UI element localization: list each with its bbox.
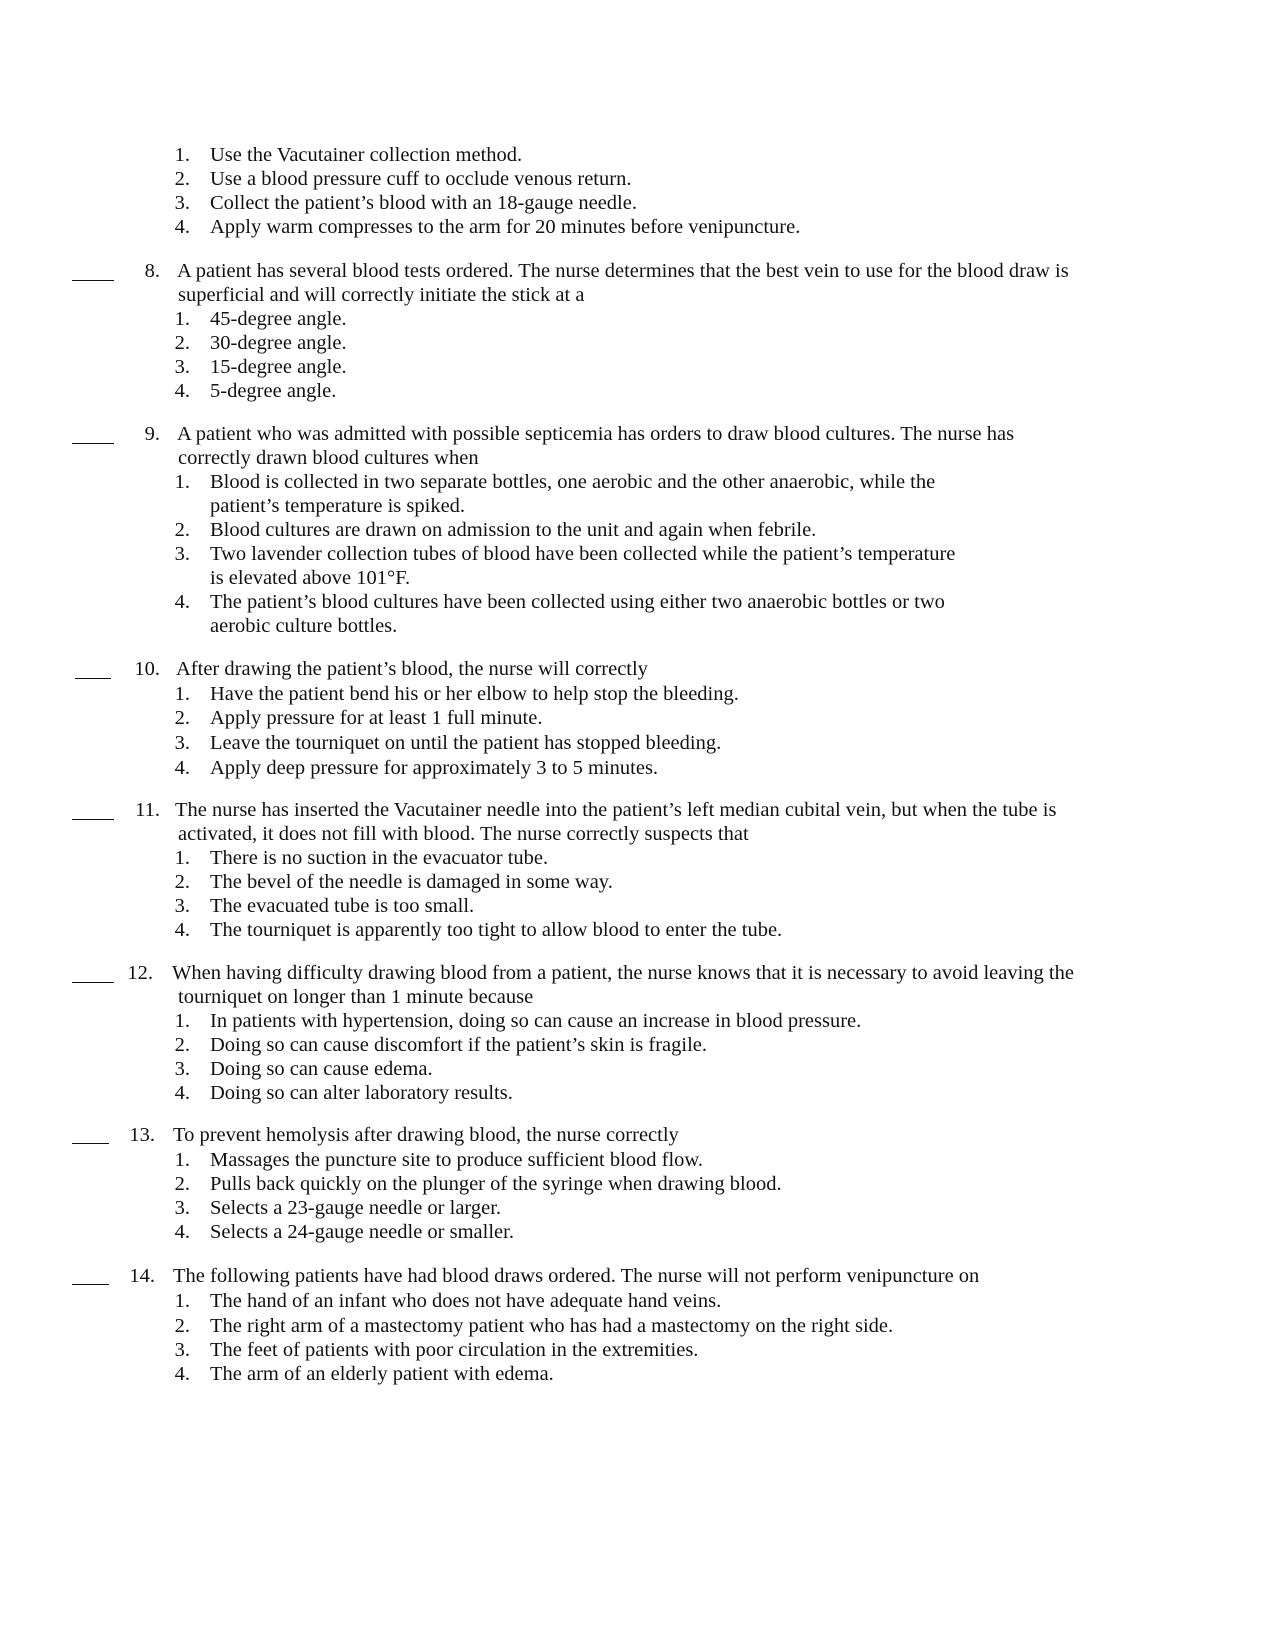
option-text: Blood is collected in two separate bottles, one aerobic and the other anaerobic, while the [210,471,936,493]
option-text: Selects a 24-gauge needle or smaller. [210,1221,514,1243]
option-number: 1. [174,1010,190,1032]
option-number: 4. [174,1363,190,1385]
option-text: Have the patient bend his or her elbow to help stop the bleeding. [210,683,739,705]
option-number: 3. [174,356,190,378]
option-text: Use the Vacutainer collection method. [210,144,523,166]
option-number: 3. [174,1197,190,1219]
question-stem: activated, it does not fill with blood. The nurse correctly suspects that [178,823,749,845]
option-number: 4. [174,380,190,402]
option-number: 4. [174,216,190,238]
question-stem: A patient has several blood tests ordered. The nurse determines that the best vein to use for the blood draw is [177,260,1069,282]
option-number: 1. [174,847,190,869]
question-stem: The nurse has inserted the Vacutainer needle into the patient’s left median cubital vein, but when the tube is [175,799,1057,821]
option-number: 2. [174,332,190,354]
option-text: The evacuated tube is too small. [210,895,475,917]
question-number: 8. [144,260,160,282]
option-text: The feet of patients with poor circulation in the extremities. [210,1339,699,1361]
option-number: 3. [174,1339,190,1361]
question-stem: correctly drawn blood cultures when [178,447,479,469]
option-number: 3. [174,543,190,565]
option-number: 2. [174,871,190,893]
option-text: Pulls back quickly on the plunger of the syringe when drawing blood. [210,1173,782,1195]
option-text: 45-degree angle. [210,308,347,330]
option-number: 2. [174,1173,190,1195]
option-number: 4. [174,757,190,779]
option-number: 4. [174,1221,190,1243]
option-number: 1. [174,683,190,705]
option-number: 1. [174,308,190,330]
answer-blank[interactable] [72,443,114,444]
option-text: Use a blood pressure cuff to occlude venous return. [210,168,632,190]
option-number: 3. [174,895,190,917]
answer-blank[interactable] [72,819,114,820]
option-number: 1. [174,144,190,166]
question-number: 12. [127,962,153,984]
option-text: 5-degree angle. [210,380,337,402]
option-text: Apply warm compresses to the arm for 20 minutes before venipuncture. [210,216,801,238]
option-number: 2. [174,519,190,541]
option-text: There is no suction in the evacuator tube. [210,847,549,869]
option-text: The hand of an infant who does not have adequate hand veins. [210,1290,722,1312]
option-text: aerobic culture bottles. [210,615,398,637]
question-number: 9. [144,423,160,445]
option-text: Two lavender collection tubes of blood have been collected while the patient’s temperature [210,543,956,565]
question-number: 11. [135,799,160,821]
option-text: Doing so can alter laboratory results. [210,1082,513,1104]
answer-blank[interactable] [75,678,111,679]
option-number: 4. [174,1082,190,1104]
option-text: The tourniquet is apparently too tight to allow blood to enter the tube. [210,919,783,941]
option-text: The patient’s blood cultures have been collected using either two anaerobic bottles or two [210,591,945,613]
question-stem: To prevent hemolysis after drawing blood, the nurse correctly [173,1124,679,1146]
answer-blank[interactable] [72,280,114,281]
option-text: Massages the puncture site to produce sufficient blood flow. [210,1149,704,1171]
question-stem: After drawing the patient’s blood, the nurse will correctly [176,658,648,680]
option-text: In patients with hypertension, doing so can cause an increase in blood pressure. [210,1010,862,1032]
option-text: The bevel of the needle is damaged in some way. [210,871,613,893]
option-number: 3. [174,1058,190,1080]
option-text: Apply pressure for at least 1 full minute. [210,707,543,729]
option-number: 1. [174,1290,190,1312]
option-text: is elevated above 101°F. [210,567,411,589]
option-number: 2. [174,1034,190,1056]
option-number: 3. [174,192,190,214]
question-number: 14. [129,1265,155,1287]
question-stem: tourniquet on longer than 1 minute because [178,986,534,1008]
option-number: 1. [174,471,190,493]
option-text: 15-degree angle. [210,356,347,378]
option-text: Blood cultures are drawn on admission to the unit and again when febrile. [210,519,817,541]
question-stem: The following patients have had blood draws ordered. The nurse will not perform venipuncture on [173,1265,980,1287]
option-text: The right arm of a mastectomy patient who has had a mastectomy on the right side. [210,1315,894,1337]
option-text: Doing so can cause edema. [210,1058,433,1080]
option-text: Leave the tourniquet on until the patient has stopped bleeding. [210,732,722,754]
option-number: 4. [174,591,190,613]
option-text: 30-degree angle. [210,332,347,354]
option-text: Apply deep pressure for approximately 3 to 5 minutes. [210,757,659,779]
question-stem: When having difficulty drawing blood from a patient, the nurse knows that it is necessary to avoid leaving the [172,962,1074,984]
question-number: 10. [134,658,160,680]
option-text: Collect the patient’s blood with an 18-gauge needle. [210,192,637,214]
option-text: Selects a 23-gauge needle or larger. [210,1197,502,1219]
option-text: patient’s temperature is spiked. [210,495,466,517]
option-number: 2. [174,1315,190,1337]
question-stem: A patient who was admitted with possible septicemia has orders to draw blood cultures. The nurse has [177,423,1015,445]
option-number: 2. [174,168,190,190]
question-number: 13. [129,1124,155,1146]
option-number: 2. [174,707,190,729]
option-text: Doing so can cause discomfort if the patient’s skin is fragile. [210,1034,708,1056]
option-text: The arm of an elderly patient with edema. [210,1363,554,1385]
option-number: 4. [174,919,190,941]
option-number: 3. [174,732,190,754]
option-number: 1. [174,1149,190,1171]
answer-blank[interactable] [72,1143,109,1144]
answer-blank[interactable] [72,1284,109,1285]
question-stem: superficial and will correctly initiate the stick at a [178,284,585,306]
